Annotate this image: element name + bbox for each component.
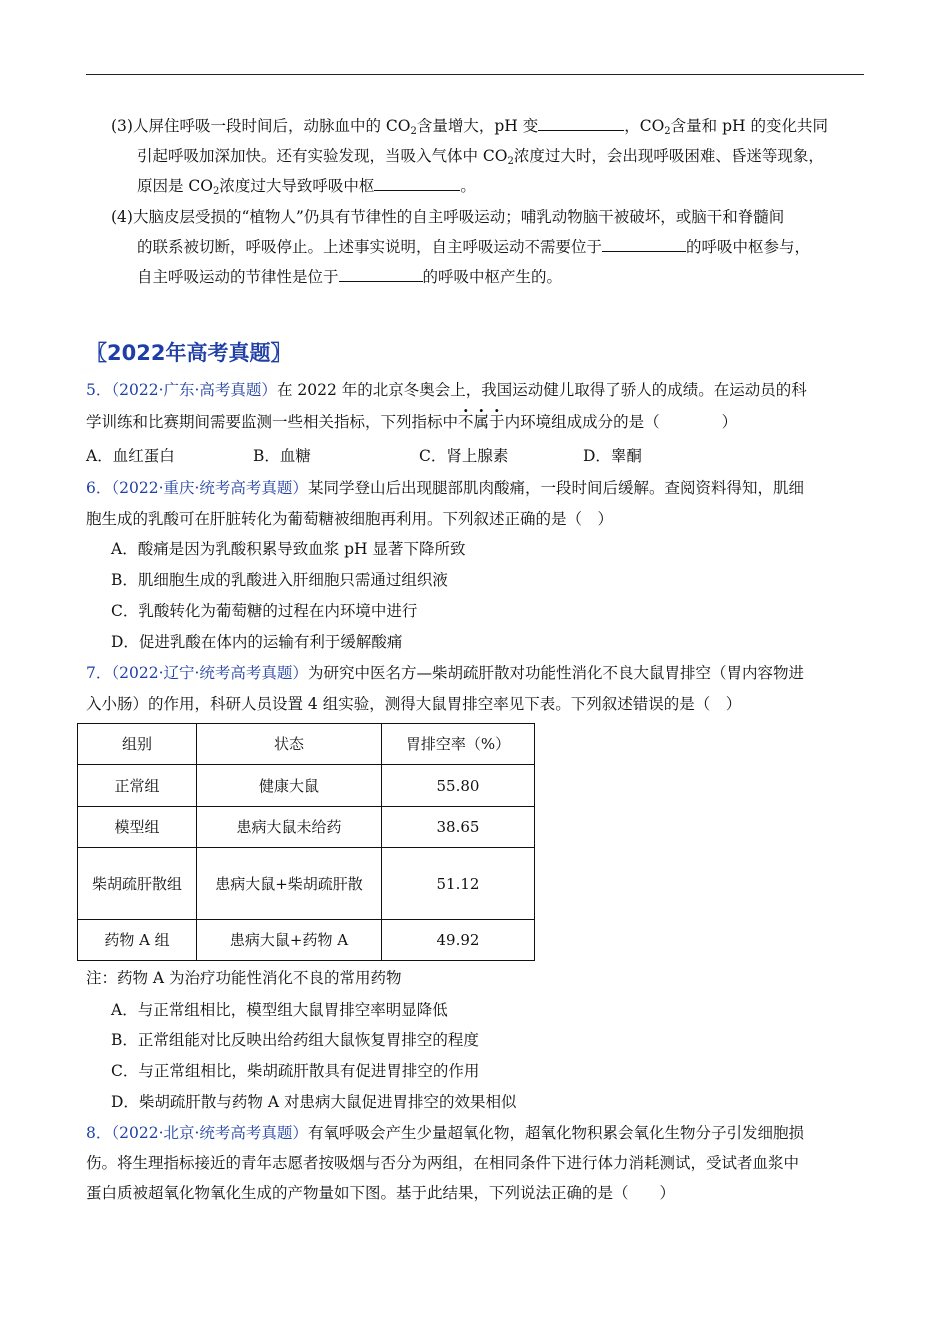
- option-c[interactable]: C．乳酸转化为葡萄糖的过程在内环境中进行: [111, 602, 418, 620]
- question-source: （2022·广东·高考真题）: [111, 381, 277, 399]
- q6-line-2: 胞生成的乳酸可在肝脏转化为葡萄糖被细胞再利用。下列叙述正确的是（ ）: [86, 510, 614, 528]
- table-cell: 患病大鼠+柴胡疏肝散: [197, 848, 382, 920]
- option-c[interactable]: C．与正常组相比，柴胡疏肝散具有促进胃排空的作用: [111, 1062, 480, 1080]
- table-cell: 健康大鼠: [197, 765, 382, 807]
- q3-line-3: 原因是 $CO_2$浓度过大导致呼吸中枢 。: [137, 177, 476, 197]
- option-a[interactable]: A．酸痛是因为乳酸积累导致血浆 pH 显著下降所致: [111, 540, 466, 558]
- question-number: 8．: [86, 1124, 112, 1142]
- table-header-cell: 胃排空率（%）: [382, 724, 535, 765]
- q5-line-2: 学训练和比赛期间需要监测一些相关指标，下列指标中不属于内环境组成成分的是（ ）: [86, 413, 738, 431]
- option-b[interactable]: B．肌细胞生成的乳酸进入肝细胞只需通过组织液: [111, 571, 448, 589]
- table-cell: 55.80: [382, 765, 535, 807]
- answer-blank[interactable]: [538, 116, 624, 131]
- question-source: （2022·辽宁·统考高考真题）: [111, 664, 308, 682]
- answer-blank[interactable]: [374, 176, 460, 191]
- table-row: [78, 920, 535, 961]
- q3-line-1: (3)人屏住呼吸一段时间后，动脉血中的 $CO_2$含量增大，pH 变 ，$CO_2$含量和 pH 的变化共同: [111, 117, 828, 137]
- option-d[interactable]: D．睾酮: [583, 447, 642, 465]
- option-a[interactable]: A．血红蛋白: [86, 447, 175, 465]
- option-b[interactable]: B．血糖: [253, 447, 311, 465]
- q6-line-1: 6．（2022·重庆·统考高考真题）某同学登山后出现腿部肌肉酸痛，一段时间后缓解。查阅资料得知，肌细: [86, 479, 804, 497]
- option-a[interactable]: A．与正常组相比，模型组大鼠胃排空率明显降低: [111, 1001, 448, 1019]
- option-d[interactable]: D．柴胡疏肝散与药物 A 对患病大鼠促进胃排空的效果相似: [111, 1093, 517, 1111]
- q7-line-2: 入小肠）的作用，科研人员设置 4 组实验，测得大鼠胃排空率见下表。下列叙述错误的是（ ）: [86, 695, 742, 713]
- table-cell: 49.92: [382, 920, 535, 961]
- table-cell: 51.12: [382, 848, 535, 920]
- emphasis-dot: 于: [489, 413, 505, 431]
- table-row: [78, 807, 535, 848]
- q4-line-3: 自主呼吸运动的节律性是位于 的呼吸中枢产生的。: [137, 268, 563, 286]
- question-source: （2022·重庆·统考高考真题）: [111, 479, 308, 497]
- data-table: [77, 723, 535, 961]
- q4-line-2: 的联系被切断，呼吸停止。上述事实说明，自主呼吸运动不需要位于 的呼吸中枢参与，: [137, 238, 811, 256]
- table-header-row: [78, 724, 535, 765]
- option-d[interactable]: D．促进乳酸在体内的运输有利于缓解酸痛: [111, 633, 403, 651]
- header-rule: [86, 74, 864, 75]
- table-header-cell: 组别: [78, 724, 197, 765]
- option-c[interactable]: C．肾上腺素: [419, 447, 509, 465]
- question-source: （2022·北京·统考高考真题）: [111, 1124, 308, 1142]
- q3-line-2: 引起呼吸加深加快。还有实验发现，当吸入气体中 $CO_2$浓度过大时，会出现呼吸困难、昏迷等现象，: [137, 147, 824, 167]
- table-row: [78, 765, 535, 807]
- q4-line-1: (4)大脑皮层受损的“植物人”仍具有节律性的自主呼吸运动；哺乳动物脑干被破坏，或脑干和脊髓间: [111, 208, 785, 226]
- table-cell: 患病大鼠+药物 A: [197, 920, 382, 961]
- question-number: 5．: [86, 381, 112, 399]
- table-row: [78, 848, 535, 920]
- table-cell: 模型组: [78, 807, 197, 848]
- q7-line-1: 7．（2022·辽宁·统考高考真题）为研究中医名方—柴胡疏肝散对功能性消化不良大鼠胃排空（胃内容物进: [86, 664, 804, 682]
- table-cell: 患病大鼠未给药: [197, 807, 382, 848]
- q3-text: (3)人屏住呼吸一段时间后，动脉血中的 CO: [111, 117, 411, 135]
- emphasis-dot: 不: [458, 413, 474, 431]
- answer-blank[interactable]: [602, 237, 686, 252]
- table-cell: 正常组: [78, 765, 197, 807]
- q8-line-1: 8．（2022·北京·统考高考真题）有氧呼吸会产生少量超氧化物，超氧化物积累会氧化生物分子引发细胞损: [86, 1124, 804, 1142]
- question-number: 6．: [86, 479, 112, 497]
- option-b[interactable]: B．正常组能对比反映出给药组大鼠恢复胃排空的程度: [111, 1031, 479, 1049]
- table-cell: 药物 A 组: [78, 920, 197, 961]
- section-heading: 〖2022年高考真题〗: [86, 341, 292, 365]
- emphasis-dot: 属: [473, 413, 490, 431]
- table-note: 注：药物 A 为治疗功能性消化不良的常用药物: [86, 969, 402, 987]
- answer-blank[interactable]: [339, 267, 423, 282]
- q5-line-1: 5．（2022·广东·高考真题）在 2022 年的北京冬奥会上，我国运动健儿取得了骄人的成绩。在运动员的科: [86, 381, 807, 399]
- table-cell: 38.65: [382, 807, 535, 848]
- question-number: 7．: [86, 664, 112, 682]
- table-header-cell: 状态: [197, 724, 382, 765]
- q8-line-3: 蛋白质被超氧化物氧化生成的产物量如下图。基于此结果，下列说法正确的是（ ）: [86, 1184, 676, 1202]
- q8-line-2: 伤。将生理指标接近的青年志愿者按吸烟与否分为两组，在相同条件下进行体力消耗测试，受试者血浆中: [86, 1154, 800, 1172]
- table-cell: 柴胡疏肝散组: [78, 848, 197, 920]
